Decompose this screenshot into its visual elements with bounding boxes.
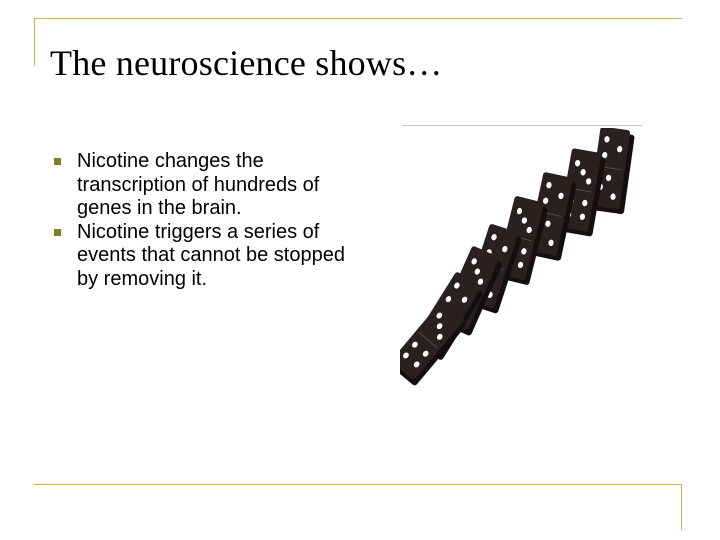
frame-left-line: [34, 18, 35, 66]
bullet-item-2: [44, 221, 364, 292]
square-bullet-icon: [54, 229, 61, 236]
slide-title: The neuroscience shows…: [50, 43, 443, 83]
frame-bottom-line: [34, 484, 682, 485]
square-bullet-icon: [54, 158, 61, 165]
frame-right-line: [681, 484, 682, 530]
bullet-text-1: Nicotine changes the transcription of hundreds of genes in the brain.: [77, 150, 320, 219]
bullet-item-1: [44, 150, 364, 221]
bullet-list: [44, 150, 364, 291]
falling-dominoes-image: [400, 128, 650, 390]
image-top-rule: [402, 125, 642, 126]
frame-top-line: [34, 18, 682, 19]
bullet-text-2: Nicotine triggers a series of events that cannot be stopped by removing it.: [77, 220, 345, 290]
